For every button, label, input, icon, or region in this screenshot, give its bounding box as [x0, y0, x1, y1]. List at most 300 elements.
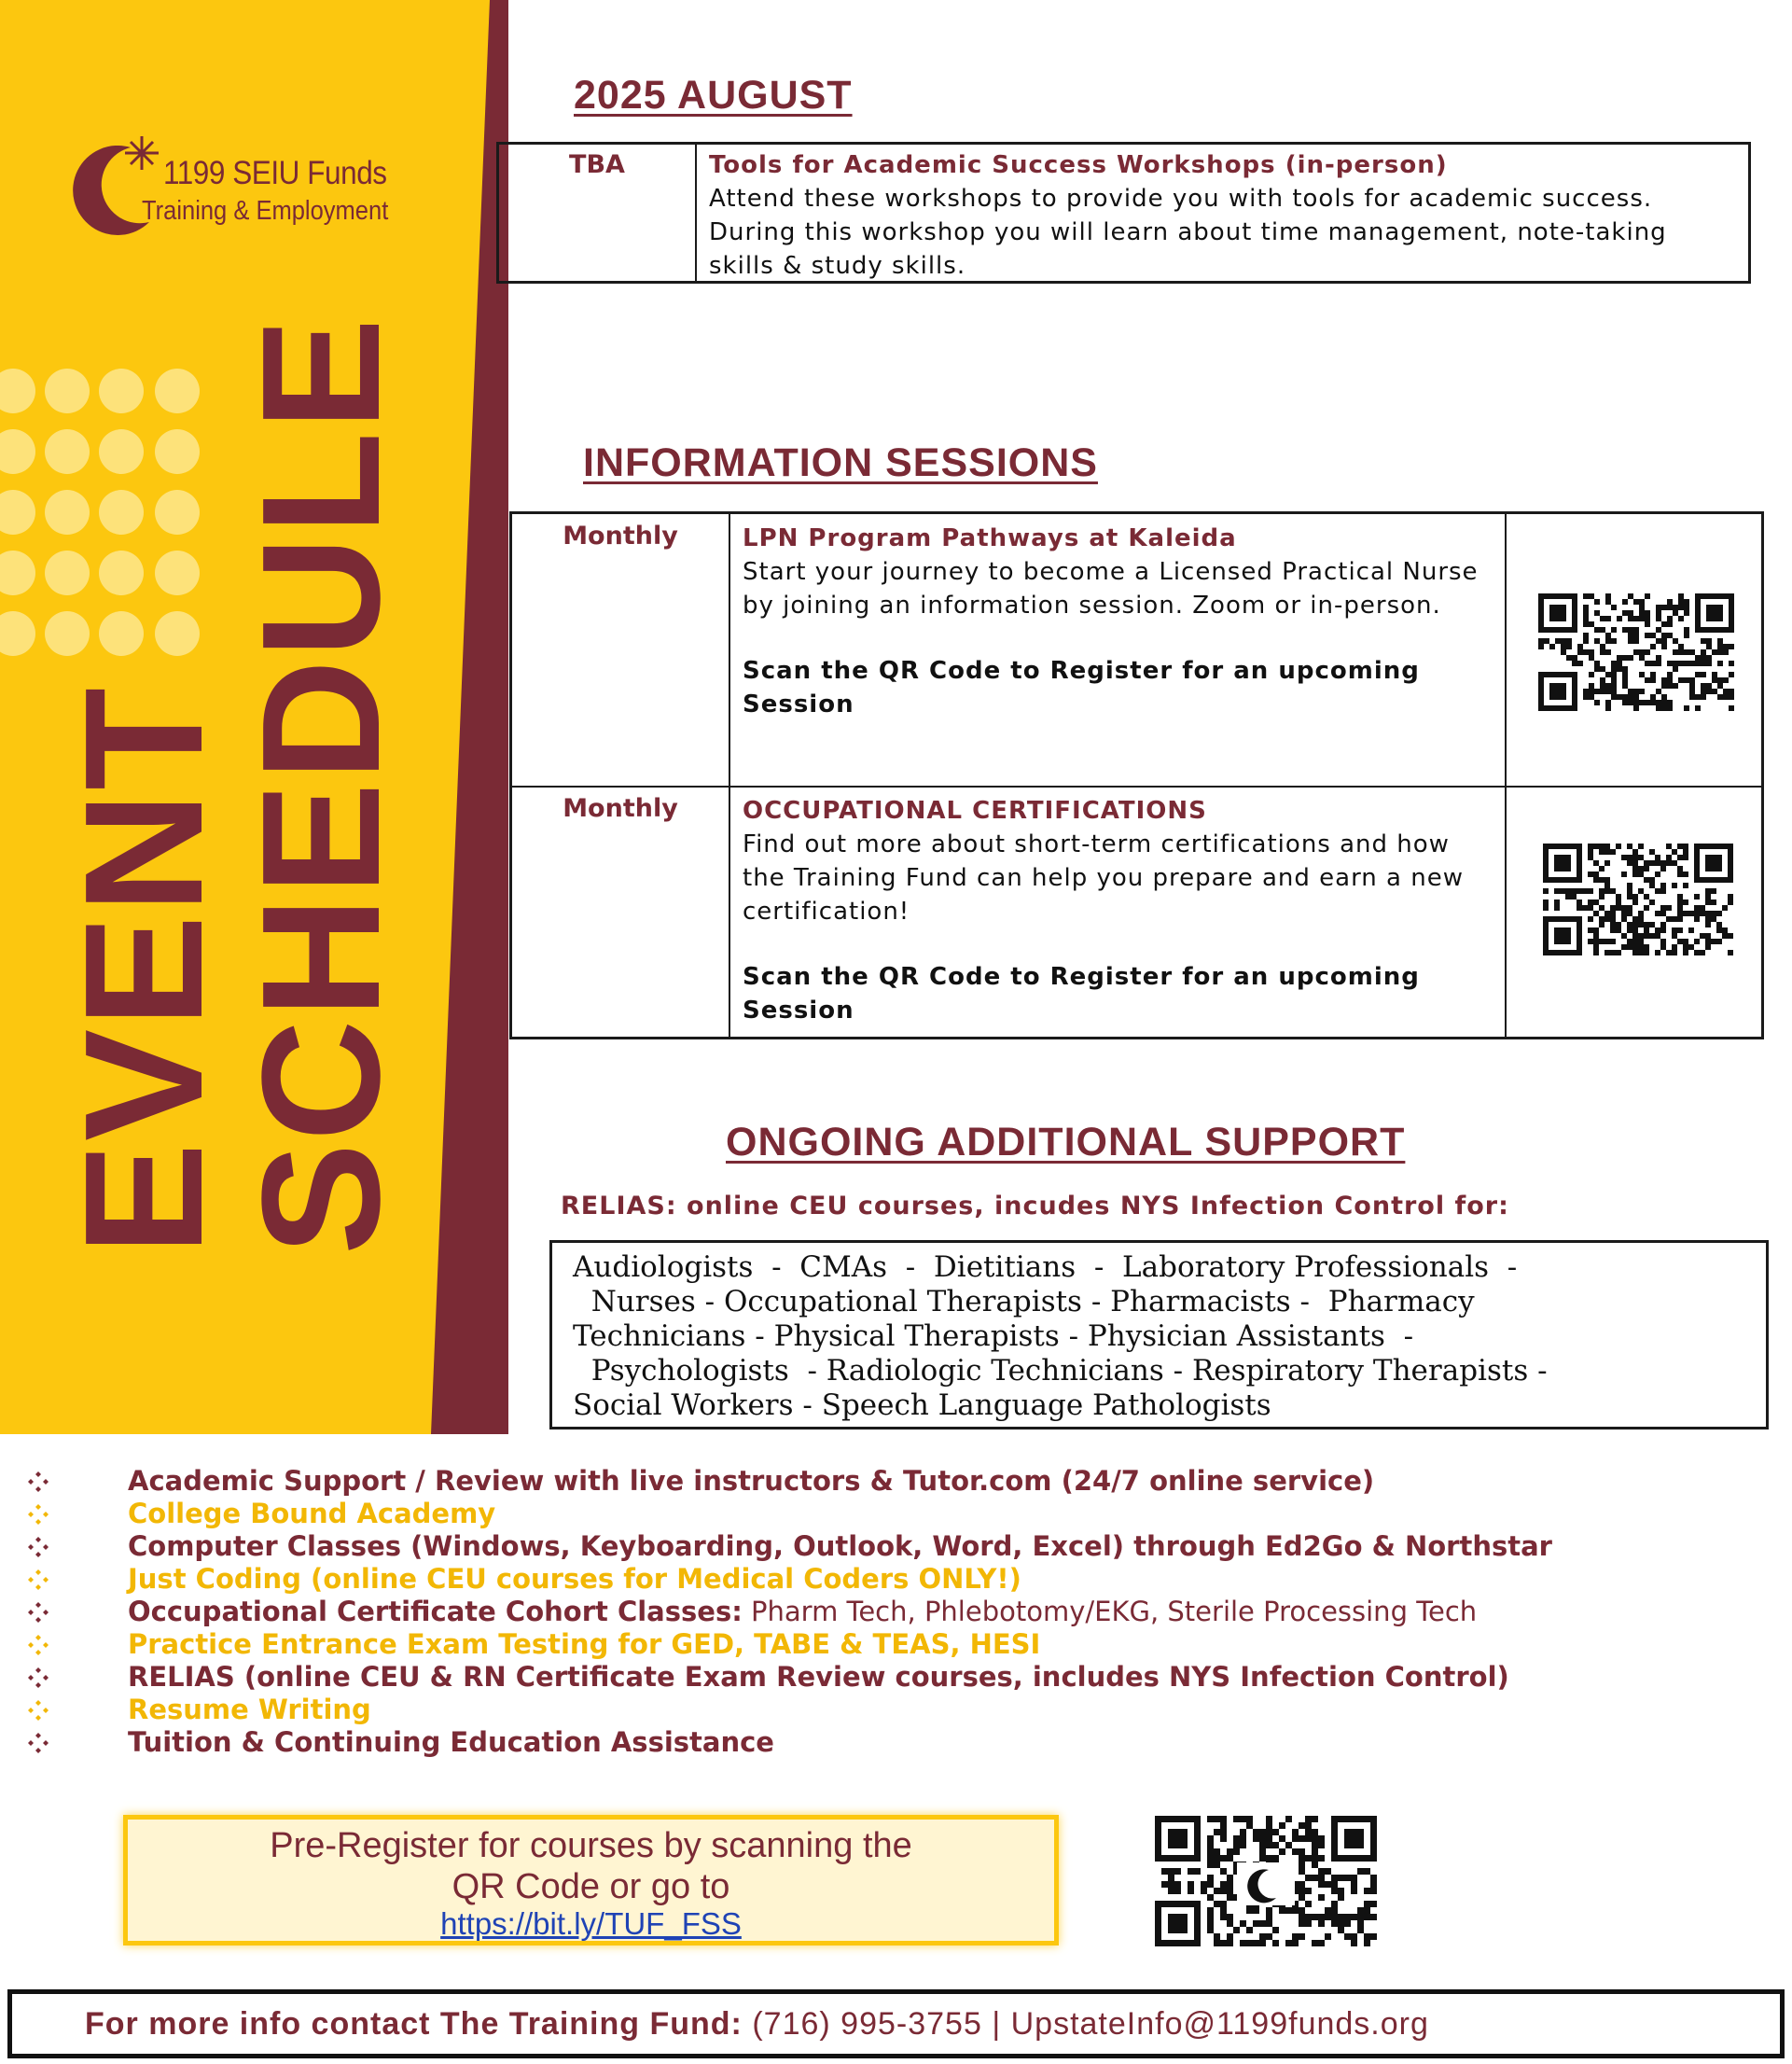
qr-module	[1599, 866, 1604, 872]
qr-module	[1683, 900, 1688, 905]
qr-module	[1656, 655, 1661, 661]
qr-module	[1549, 683, 1566, 700]
qr-module	[1633, 689, 1639, 694]
qr-module	[1701, 694, 1706, 700]
qr-module	[1666, 916, 1672, 922]
qr-module	[1677, 916, 1683, 922]
qr-code-icon[interactable]	[1543, 844, 1737, 957]
qr-module	[1593, 944, 1599, 950]
qr-module	[1554, 855, 1571, 872]
qr-module	[1543, 900, 1549, 905]
qr-module	[1638, 939, 1644, 944]
qr-module	[1628, 700, 1633, 705]
qr-module	[1370, 1888, 1377, 1894]
qr-module	[1666, 844, 1672, 849]
qr-module	[1351, 1875, 1357, 1881]
qr-module	[1594, 627, 1600, 633]
qr-module	[1240, 1835, 1246, 1842]
qr-module	[1266, 1920, 1272, 1927]
banner-event-text: EVENT	[50, 685, 238, 1255]
qr-module	[1673, 605, 1678, 610]
qr-module	[1666, 855, 1672, 860]
qr-module	[1240, 1829, 1246, 1835]
qr-module	[1599, 905, 1604, 911]
qr-module	[1684, 599, 1689, 605]
qr-module	[1705, 911, 1711, 916]
qr-module	[1588, 888, 1593, 894]
qr-module	[1678, 649, 1684, 655]
qr-module	[1660, 860, 1666, 866]
qr-module	[1622, 655, 1628, 661]
qr-module	[1600, 689, 1605, 694]
qr-module	[1259, 1920, 1266, 1927]
qr-module	[1605, 689, 1611, 694]
qr-module	[1649, 933, 1655, 939]
qr-module	[1292, 1933, 1299, 1940]
qr-module	[1312, 1940, 1318, 1946]
qr-module	[1645, 593, 1650, 599]
qr-module	[1667, 633, 1673, 638]
qr-module	[1683, 855, 1688, 860]
diamond-bullet-icon	[28, 1733, 49, 1753]
qr-module	[1695, 655, 1701, 661]
qr-module	[1616, 927, 1621, 933]
qr-module	[1325, 1907, 1331, 1914]
qr-module	[1717, 661, 1723, 666]
session-description: Start your journey to become a Licensed Practical Nurse by joining an information session. Zoom or in-person.	[743, 558, 1479, 620]
qr-module	[1661, 705, 1667, 711]
qr-module	[1644, 905, 1649, 911]
qr-module	[1594, 689, 1600, 694]
qr-module	[1272, 1829, 1279, 1835]
qr-module	[1639, 655, 1645, 661]
qr-module	[1594, 599, 1600, 605]
qr-module	[1594, 638, 1600, 644]
qr-module	[1266, 1822, 1272, 1829]
qr-module	[1305, 1822, 1312, 1829]
qr-module	[1678, 593, 1684, 599]
qr-module	[1207, 1855, 1214, 1862]
qr-module	[1621, 916, 1627, 922]
qr-module	[1633, 599, 1639, 605]
qr-module	[1305, 1888, 1312, 1894]
qr-module	[1677, 939, 1683, 944]
qr-module	[1370, 1875, 1377, 1881]
session-date: Monthly	[563, 522, 678, 551]
qr-module	[1673, 661, 1678, 666]
diamond-bullet-icon	[28, 1537, 49, 1557]
qr-module	[1207, 1816, 1214, 1822]
qr-module	[1253, 1907, 1259, 1914]
qr-module	[1649, 860, 1655, 866]
qr-module	[1605, 683, 1611, 689]
qr-module	[1645, 616, 1650, 621]
qr-module	[1599, 844, 1604, 849]
qr-module	[1700, 950, 1705, 955]
qr-module	[1644, 894, 1649, 900]
qr-module	[1616, 894, 1621, 900]
qr-module	[1227, 1888, 1233, 1894]
support-item-text	[128, 1661, 1509, 1694]
qr-module	[1628, 610, 1633, 616]
info-sessions-table	[509, 511, 1764, 1039]
support-item-text	[128, 1498, 495, 1530]
qr-module	[1599, 939, 1604, 944]
qr-module	[1610, 950, 1616, 955]
qr-module	[1632, 900, 1638, 905]
qr-module	[1660, 927, 1666, 933]
qr-module	[1678, 661, 1684, 666]
qr-module	[1656, 638, 1661, 644]
qr-module	[1220, 1816, 1227, 1822]
qr-module	[1672, 860, 1677, 866]
qr-module	[1645, 633, 1650, 638]
qr-module	[1351, 1940, 1357, 1946]
qr-module	[1611, 689, 1617, 694]
qr-module	[1712, 649, 1717, 655]
support-item-text	[128, 1628, 1040, 1661]
qr-module	[1560, 888, 1565, 894]
qr-module	[1207, 1848, 1214, 1855]
qr-module	[1683, 883, 1688, 888]
qr-module	[1305, 1875, 1312, 1881]
banner-schedule-text: SCHEDULE	[228, 315, 415, 1255]
qr-module	[1706, 689, 1712, 694]
qr-module	[1214, 1933, 1220, 1940]
qr-module	[1729, 661, 1734, 666]
qr-module	[1312, 1914, 1318, 1920]
qr-module	[1610, 922, 1616, 927]
qr-module	[1364, 1868, 1370, 1875]
qr-module	[1673, 666, 1678, 672]
qr-module	[1638, 950, 1644, 955]
qr-module	[1305, 1920, 1312, 1927]
qr-module	[1292, 1835, 1299, 1842]
preregister-box	[123, 1815, 1059, 1945]
qr-module	[1174, 1888, 1181, 1894]
qr-module	[1292, 1829, 1299, 1835]
relias-line: Nurses - Occupational Therapists - Pharmacists - Pharmacy	[573, 1285, 1475, 1318]
qr-module	[1227, 1894, 1233, 1901]
qr-module	[1599, 922, 1604, 927]
qr-module	[1331, 1888, 1338, 1894]
qr-module	[1717, 649, 1723, 655]
qr-module	[1632, 894, 1638, 900]
qr-module	[1561, 649, 1566, 655]
qr-module	[1299, 1894, 1305, 1901]
qr-module	[1655, 872, 1660, 877]
qr-module	[1331, 1875, 1338, 1881]
qr-module	[1695, 672, 1701, 677]
qr-module	[1689, 689, 1695, 694]
qr-module	[1168, 1829, 1188, 1848]
qr-module	[1227, 1881, 1233, 1888]
qr-module	[1220, 1914, 1227, 1920]
qr-module	[1717, 677, 1723, 683]
qr-module	[1583, 694, 1589, 700]
qr-module	[1649, 849, 1655, 855]
qr-module	[1660, 939, 1666, 944]
support-item-label: Just Coding (online CEU courses for Medical Coders ONLY!)	[128, 1563, 1021, 1595]
qr-module	[1716, 911, 1722, 916]
qr-module	[1588, 905, 1593, 911]
qr-module	[1706, 638, 1712, 644]
qr-module	[1259, 1829, 1266, 1835]
qr-module	[1364, 1914, 1370, 1920]
qr-module	[1632, 849, 1638, 855]
qr-module	[1364, 1888, 1370, 1894]
qr-module	[1593, 933, 1599, 939]
qr-module	[1344, 1829, 1364, 1848]
qr-module	[1667, 700, 1673, 705]
qr-module	[1645, 677, 1650, 683]
qr-module	[1633, 633, 1639, 638]
relias-line: Technicians - Physical Therapists - Physician Assistants -	[573, 1319, 1414, 1353]
qr-module	[1694, 894, 1700, 900]
qr-module	[1589, 649, 1594, 655]
qr-module	[1312, 1816, 1318, 1822]
qr-module	[1728, 900, 1733, 905]
qr-module	[1312, 1829, 1318, 1835]
qr-module	[1259, 1842, 1266, 1848]
qr-module	[1728, 933, 1733, 939]
qr-module	[1644, 922, 1649, 927]
qr-code-icon[interactable]	[1155, 1816, 1377, 1952]
relias-professions-list	[573, 1250, 1749, 1423]
qr-module	[1299, 1881, 1305, 1888]
info-sessions-heading: INFORMATION SESSIONS	[583, 440, 1098, 485]
qr-module	[1605, 599, 1611, 605]
qr-module	[1357, 1920, 1364, 1927]
qr-module	[1285, 1907, 1292, 1914]
qr-module	[1627, 922, 1632, 927]
support-list-item	[28, 1530, 1782, 1563]
qr-module	[1312, 1848, 1318, 1855]
logo-org-name: 1199 SEIU Funds	[163, 155, 387, 191]
qr-module	[1684, 605, 1689, 610]
qr-module	[1694, 950, 1700, 955]
diamond-bullet-icon	[28, 1504, 49, 1525]
qr-module	[1549, 605, 1566, 621]
qr-module	[1638, 866, 1644, 872]
qr-module	[1227, 1933, 1233, 1940]
qr-module	[1633, 700, 1639, 705]
qr-module	[1240, 1842, 1246, 1848]
qr-module	[1644, 933, 1649, 939]
qr-module	[1285, 1842, 1292, 1848]
session-lpn	[743, 522, 1498, 721]
qr-module	[1638, 916, 1644, 922]
qr-module	[1227, 1855, 1233, 1862]
qr-code-icon[interactable]	[1538, 593, 1736, 715]
qr-module	[1633, 694, 1639, 700]
qr-module	[1678, 616, 1684, 621]
qr-module	[1600, 649, 1605, 655]
qr-module	[1318, 1868, 1325, 1875]
support-item-label: Occupational Certificate Cohort Classes:	[128, 1596, 743, 1627]
footer-separator: |	[992, 2006, 1002, 2042]
qr-module	[1220, 1907, 1227, 1914]
qr-module	[1712, 672, 1717, 677]
qr-module	[1299, 1907, 1305, 1914]
qr-module	[1649, 922, 1655, 927]
qr-module	[1599, 888, 1604, 894]
qr-module	[1650, 672, 1656, 677]
qr-module	[1632, 872, 1638, 877]
qr-module	[1645, 610, 1650, 616]
support-item-label: Academic Support / Review with live instructors & Tutor.com (24/7 online service)	[128, 1465, 1375, 1497]
qr-module	[1723, 694, 1729, 700]
qr-module	[1627, 888, 1632, 894]
qr-module	[1627, 883, 1632, 888]
qr-module	[1610, 939, 1616, 944]
qr-module	[1649, 877, 1655, 883]
qr-module	[1705, 939, 1711, 944]
qr-module	[1723, 689, 1729, 694]
qr-module	[1593, 860, 1599, 866]
qr-module	[1604, 883, 1610, 888]
qr-module	[1214, 1829, 1220, 1835]
preregister-line: Pre-Register for courses by scanning the	[270, 1826, 912, 1865]
qr-module	[1616, 922, 1621, 927]
qr-module	[1577, 888, 1582, 894]
qr-module	[1667, 621, 1673, 627]
qr-module	[1684, 705, 1689, 711]
qr-module	[1673, 683, 1678, 689]
qr-module	[1611, 627, 1617, 633]
qr-module	[1312, 1835, 1318, 1842]
qr-module	[1650, 633, 1656, 638]
qr-module	[1645, 700, 1650, 705]
qr-module	[1627, 894, 1632, 900]
qr-module	[1667, 677, 1673, 683]
support-item-text	[128, 1530, 1552, 1563]
qr-module	[1605, 700, 1611, 705]
qr-module	[1628, 689, 1633, 694]
qr-module	[1683, 950, 1688, 955]
qr-module	[1621, 944, 1627, 950]
qr-module	[1672, 944, 1677, 950]
session-description: Find out more about short-term certifications and how the Training Fund can help you prepare and earn a new certification!	[743, 830, 1464, 926]
qr-module	[1655, 855, 1660, 860]
qr-module	[1667, 605, 1673, 610]
qr-module	[1589, 593, 1594, 599]
qr-module	[1357, 1868, 1364, 1875]
qr-module	[1700, 933, 1705, 939]
qr-module	[1627, 927, 1632, 933]
qr-module	[1357, 1927, 1364, 1933]
qr-module	[1253, 1920, 1259, 1927]
qr-module	[1299, 1920, 1305, 1927]
qr-module	[1588, 872, 1593, 877]
qr-module	[1678, 677, 1684, 683]
qr-module	[1667, 705, 1673, 711]
qr-module	[1220, 1855, 1227, 1862]
qr-module	[1678, 644, 1684, 649]
qr-module	[1638, 872, 1644, 877]
qr-module	[1722, 927, 1728, 933]
qr-module	[1672, 933, 1677, 939]
qr-module	[1723, 677, 1729, 683]
qr-module	[1266, 1933, 1272, 1940]
qr-module	[1266, 1914, 1272, 1920]
qr-module	[1632, 927, 1638, 933]
qr-module	[1588, 844, 1593, 849]
qr-module	[1677, 872, 1683, 877]
preregister-link[interactable]: https://bit.ly/TUF_FSS	[440, 1906, 742, 1941]
qr-module	[1672, 916, 1677, 922]
qr-module	[1633, 649, 1639, 655]
qr-module	[1220, 1835, 1227, 1842]
qr-module	[1677, 900, 1683, 905]
qr-module	[1201, 1888, 1207, 1894]
qr-module	[1168, 1875, 1174, 1881]
qr-module	[1168, 1914, 1188, 1933]
qr-module	[1207, 1920, 1214, 1927]
qr-module	[1638, 844, 1644, 849]
qr-module	[1645, 649, 1650, 655]
qr-module	[1188, 1888, 1194, 1894]
qr-module	[1638, 922, 1644, 927]
qr-module	[1628, 627, 1633, 633]
qr-module	[1639, 605, 1645, 610]
qr-module	[1370, 1933, 1377, 1940]
qr-module	[1305, 1901, 1312, 1907]
footer-phone[interactable]: (716) 995-3755	[752, 2006, 982, 2042]
relias-professions-box	[549, 1240, 1769, 1429]
qr-module	[1220, 1829, 1227, 1835]
qr-module	[1729, 705, 1734, 711]
qr-module	[1622, 599, 1628, 605]
qr-module	[1331, 1901, 1338, 1907]
qr-module	[1645, 661, 1650, 666]
qr-module	[1279, 1907, 1285, 1914]
qr-module	[1673, 638, 1678, 644]
qr-module	[1299, 1868, 1305, 1875]
event-title: Tools for Academic Success Workshops (in-person)	[709, 151, 1448, 179]
qr-module	[1656, 610, 1661, 616]
august-event	[709, 148, 1735, 283]
qr-module	[1638, 888, 1644, 894]
qr-module	[1318, 1920, 1325, 1927]
qr-module	[1599, 894, 1604, 900]
qr-module	[1214, 1901, 1220, 1907]
qr-module	[1565, 888, 1571, 894]
qr-module	[1207, 1881, 1214, 1888]
qr-module	[1622, 677, 1628, 683]
qr-module	[1644, 950, 1649, 955]
support-list-item	[28, 1498, 1782, 1530]
footer-email[interactable]: UpstateInfo@1199funds.org	[1010, 2006, 1429, 2042]
qr-module	[1639, 599, 1645, 605]
qr-module	[1627, 855, 1632, 860]
support-item-label: Practice Entrance Exam Testing for GED, TABE & TEAS, HESI	[128, 1628, 1041, 1660]
qr-module	[1583, 610, 1589, 616]
qr-module	[1318, 1835, 1325, 1842]
logo-subtitle: Training & Employment	[142, 196, 389, 226]
qr-module	[1279, 1835, 1285, 1842]
qr-module	[1207, 1927, 1214, 1933]
qr-module	[1638, 911, 1644, 916]
qr-module	[1616, 905, 1621, 911]
qr-module	[1622, 666, 1628, 672]
qr-module	[1600, 616, 1605, 621]
qr-module	[1331, 1914, 1338, 1920]
qr-module	[1661, 633, 1667, 638]
qr-module	[1639, 649, 1645, 655]
qr-module	[1701, 638, 1706, 644]
qr-module	[1370, 1881, 1377, 1888]
